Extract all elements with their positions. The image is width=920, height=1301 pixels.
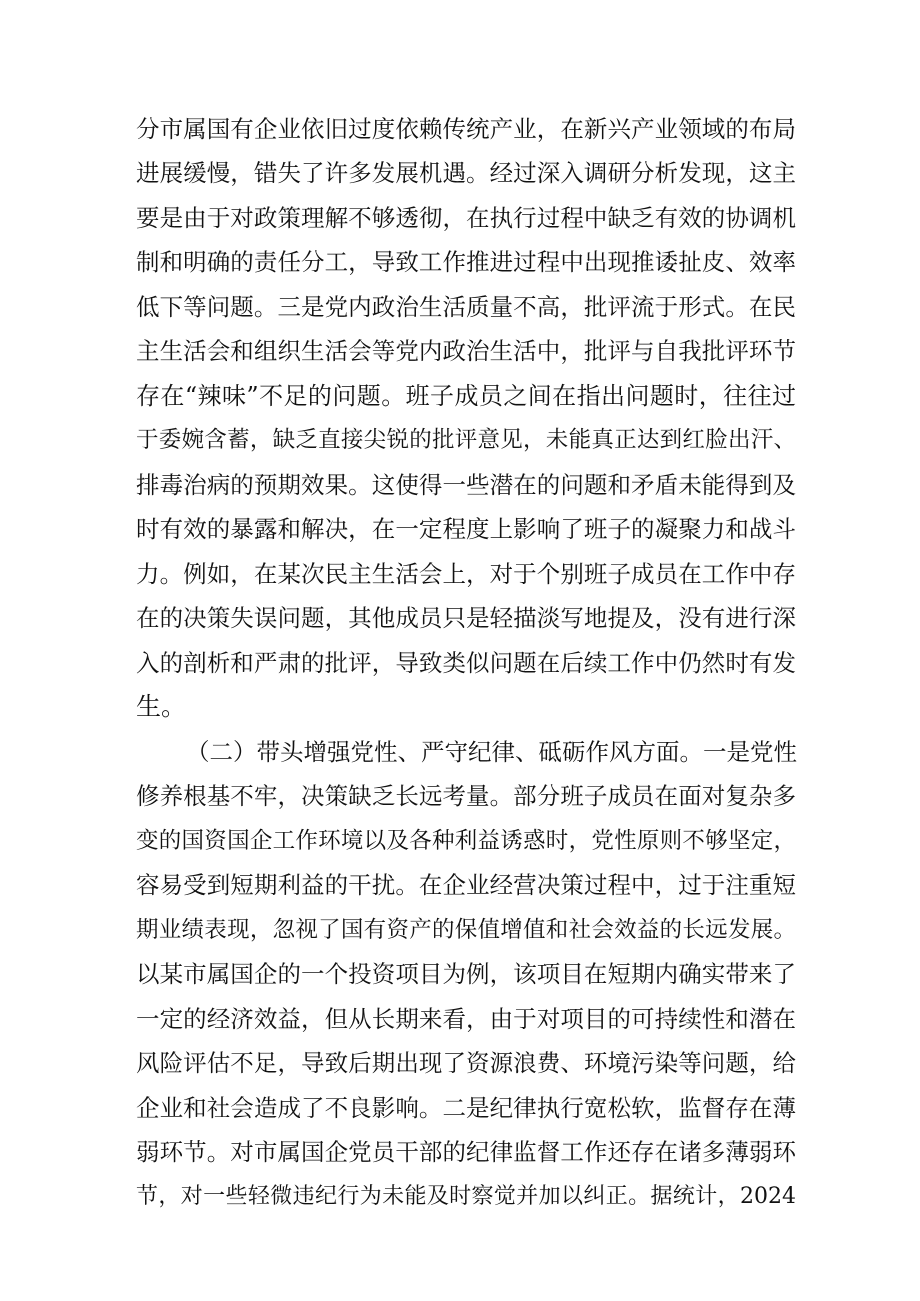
text-line: 修养根基不牢，决策缺乏长远考量。部分班子成员在面对复杂多 [136, 782, 796, 810]
text-line: 排毒治病的预期效果。这使得一些潜在的问题和矛盾未能得到及 [136, 471, 796, 499]
text-line: 节，对一些轻微违纪行为未能及时察觉并加以纠正。据统计，2024 [136, 1184, 796, 1209]
text-line: 主生活会和组织生活会等党内政治生活中，批评与自我批评环节 [136, 337, 796, 365]
text-line: 存在“辣味”不足的问题。班子成员之间在指出问题时，往往过 [136, 382, 796, 410]
text-line: 企业和社会造成了不良影响。二是纪律执行宽松软，监督存在薄 [136, 1094, 796, 1122]
text-line: 要是由于对政策理解不够透彻，在执行过程中缺乏有效的协调机 [136, 204, 796, 232]
text-line: 制和明确的责任分工，导致工作推进过程中出现推诿扯皮、效率 [136, 248, 796, 276]
text-line: 时有效的暴露和解决，在一定程度上影响了班子的凝聚力和战斗 [136, 515, 796, 543]
text-line: 风险评估不足，导致后期出现了资源浪费、环境污染等问题，给 [136, 1049, 796, 1077]
text-line: 在的决策失误问题，其他成员只是轻描淡写地提及，没有进行深 [136, 604, 796, 632]
section-heading-line: （二）带头增强党性、严守纪律、砥砺作风方面。一是党性 [186, 738, 797, 766]
text-line: 以某市属国企的一个投资项目为例，该项目在短期内确实带来了 [136, 960, 796, 988]
text-line: 弱环节。对市属国企党员干部的纪律监督工作还存在诸多薄弱环 [136, 1138, 796, 1166]
text-line: 分市属国有企业依旧过度依赖传统产业，在新兴产业领域的布局 [136, 115, 796, 143]
text-line: 入的剖析和严肃的批评，导致类似问题在后续工作中仍然时有发 [136, 649, 796, 677]
text-line: 低下等问题。三是党内政治生活质量不高，批评流于形式。在民 [136, 293, 796, 321]
text-line: 于委婉含蓄，缺乏直接尖锐的批评意见，未能真正达到红脸出汗、 [136, 427, 796, 453]
text-line: 生。 [136, 692, 187, 721]
text-line: 期业绩表现，忽视了国有资产的保值增值和社会效益的长远发展。 [136, 917, 796, 943]
text-line: 力。例如，在某次民主生活会上，对于个别班子成员在工作中存 [136, 560, 796, 588]
text-line: 进展缓慢，错失了许多发展机遇。经过深入调研分析发现，这主 [136, 159, 796, 187]
text-line: 一定的经济效益，但从长期来看，由于对项目的可持续性和潜在 [136, 1005, 796, 1033]
text-line: 容易受到短期利益的干扰。在企业经营决策过程中，过于注重短 [136, 871, 796, 899]
text-line: 变的国资国企工作环境以及各种利益诱惑时，党性原则不够坚定， [136, 828, 796, 854]
